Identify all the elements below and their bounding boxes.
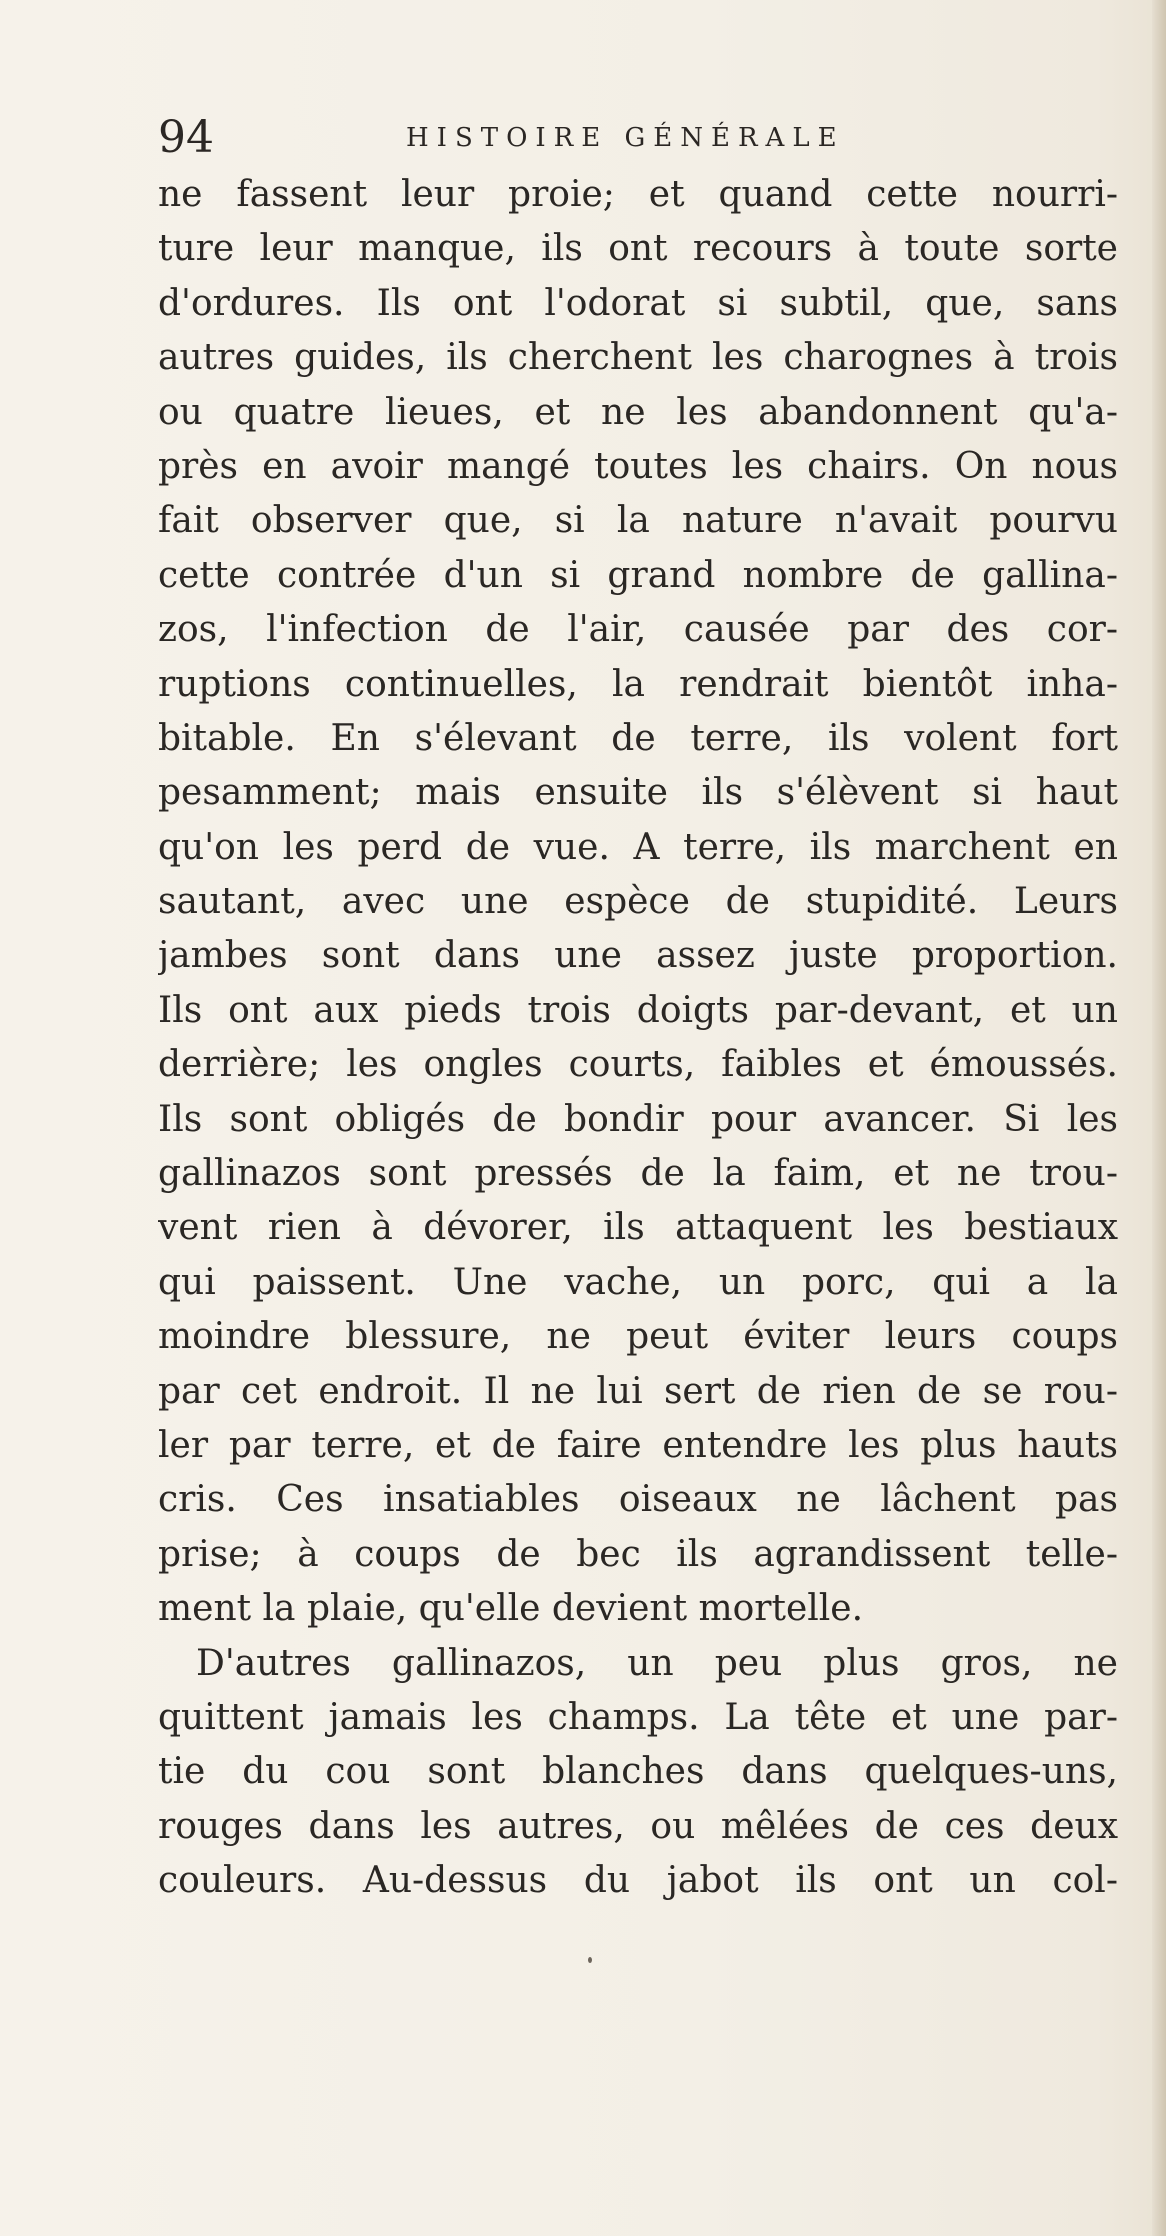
text-line: couleurs. Au-dessus du jabot ils ont un col- (158, 1860, 1118, 1902)
paragraph-end-line: ment la plaie, qu'elle devient mortelle. (158, 1588, 864, 1630)
text-line: vent rien à dévorer, ils attaquent les bestiaux (158, 1207, 1118, 1249)
text-line: près en avoir mangé toutes les chairs. On nous (158, 445, 1118, 487)
text-line: derrière; les ongles courts, faibles et émoussés. (158, 1044, 1118, 1086)
page-header (158, 108, 1058, 168)
text-line: quittent jamais les champs. La tête et une par- (158, 1696, 1118, 1738)
text-line: qu'on les perd de vue. A terre, ils marchent en (158, 826, 1118, 868)
text-line: gallinazos sont pressés de la faim, et ne trou- (158, 1153, 1118, 1195)
page-edge (1152, 0, 1166, 2236)
text-line: cette contrée d'un si grand nombre de gallina- (158, 554, 1118, 596)
page-number: 94 (158, 112, 214, 163)
text-line: d'ordures. Ils ont l'odorat si subtil, que, sans (158, 282, 1118, 324)
text-line: rouges dans les autres, ou mêlées de ces deux (158, 1805, 1118, 1847)
text-line: Ils ont aux pieds trois doigts par-devant, et un (158, 989, 1118, 1031)
running-title: HISTOIRE GÉNÉRALE (406, 123, 845, 153)
text-line: autres guides, ils cherchent les charognes à trois (158, 337, 1118, 379)
text-line: par cet endroit. Il ne lui sert de rien de se rou- (158, 1370, 1118, 1412)
text-line: bitable. En s'élevant de terre, ils volent fort (158, 717, 1118, 759)
text-line: ne fassent leur proie; et quand cette nourri- (158, 174, 1118, 215)
text-line: zos, l'infection de l'air, causée par des cor- (158, 609, 1118, 651)
text-line: ou quatre lieues, et ne les abandonnent qu'a- (158, 391, 1118, 433)
text-line: prise; à coups de bec ils agrandissent telle- (158, 1533, 1118, 1575)
body-text (158, 168, 1118, 1909)
text-line: sautant, avec une espèce de stupidité. Leurs (158, 881, 1118, 923)
text-line: Ils sont obligés de bondir pour avancer. Si les (158, 1098, 1118, 1140)
text-line: cris. Ces insatiables oiseaux ne lâchent pas (158, 1479, 1118, 1521)
text-line: jambes sont dans une assez juste proportion. (158, 935, 1118, 977)
text-line: ture leur manque, ils ont recours à toute sorte (158, 228, 1118, 270)
text-line: moindre blessure, ne peut éviter leurs coups (158, 1316, 1118, 1358)
text-line: fait observer que, si la nature n'avait pourvu (158, 500, 1118, 542)
text-line: ler par terre, et de faire entendre les plus hauts (158, 1424, 1118, 1466)
ink-speck (588, 1957, 592, 1963)
text-line: tie du cou sont blanches dans quelques-uns, (158, 1751, 1118, 1793)
text-line: pesamment; mais ensuite ils s'élèvent si haut (158, 772, 1118, 814)
paragraph-start-line: D'autres gallinazos, un peu plus gros, ne (196, 1642, 1118, 1684)
text-line: qui paissent. Une vache, un porc, qui a la (158, 1261, 1118, 1303)
text-line: ruptions continuelles, la rendrait bientôt inha- (158, 663, 1118, 705)
